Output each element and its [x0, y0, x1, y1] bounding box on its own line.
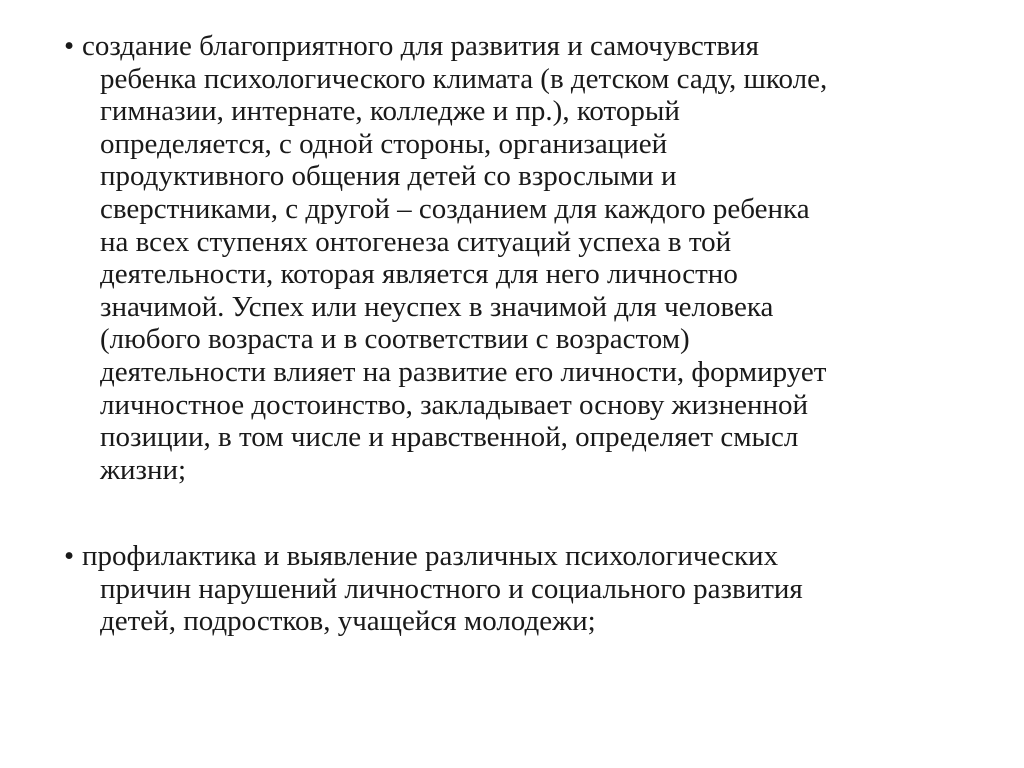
bullet-line: личностное достоинство, закладывает основу жизненной [100, 388, 809, 421]
bullet-text: создание благоприятного для развития и самочувствия [82, 30, 759, 62]
bullet-line: позиции, в том числе и нравственной, определяет смысл [100, 421, 799, 454]
bullet-line: гимназии, интернате, колледже и пр.), который [100, 95, 680, 128]
bullet-line: на всех ступенях онтогенеза ситуаций успеха в той [100, 225, 732, 258]
bullet-line: детей, подростков, учащейся молодежи; [100, 605, 596, 638]
bullet-line: деятельности, которая является для него личностно [100, 258, 738, 291]
bullet-item-2 [64, 540, 974, 638]
bullet-line [64, 30, 974, 63]
bullet-line: жизни; [100, 453, 187, 486]
bullet-line [64, 540, 974, 573]
bullet-line: определяется, с одной стороны, организацией [100, 127, 668, 160]
bullet-line: ребенка психологического климата (в детском саду, школе, [100, 62, 828, 95]
bullet-item-1 [64, 30, 974, 486]
bullet-marker: • [64, 540, 75, 572]
bullet-line: сверстниками, с другой – созданием для каждого ребенка [100, 192, 810, 225]
bullet-line: деятельности влияет на развитие его личности, формирует [100, 355, 827, 388]
bullet-line: причин нарушений личностного и социального развития [100, 572, 803, 605]
bullet-text: профилактика и выявление различных психологических [82, 540, 779, 572]
bullet-line: продуктивного общения детей со взрослыми и [100, 160, 677, 193]
bullet-line: значимой. Успех или неуспех в значимой для человека [100, 290, 774, 323]
bullet-marker: • [64, 30, 75, 62]
bullet-line: (любого возраста и в соответствии с возрастом) [100, 323, 690, 356]
